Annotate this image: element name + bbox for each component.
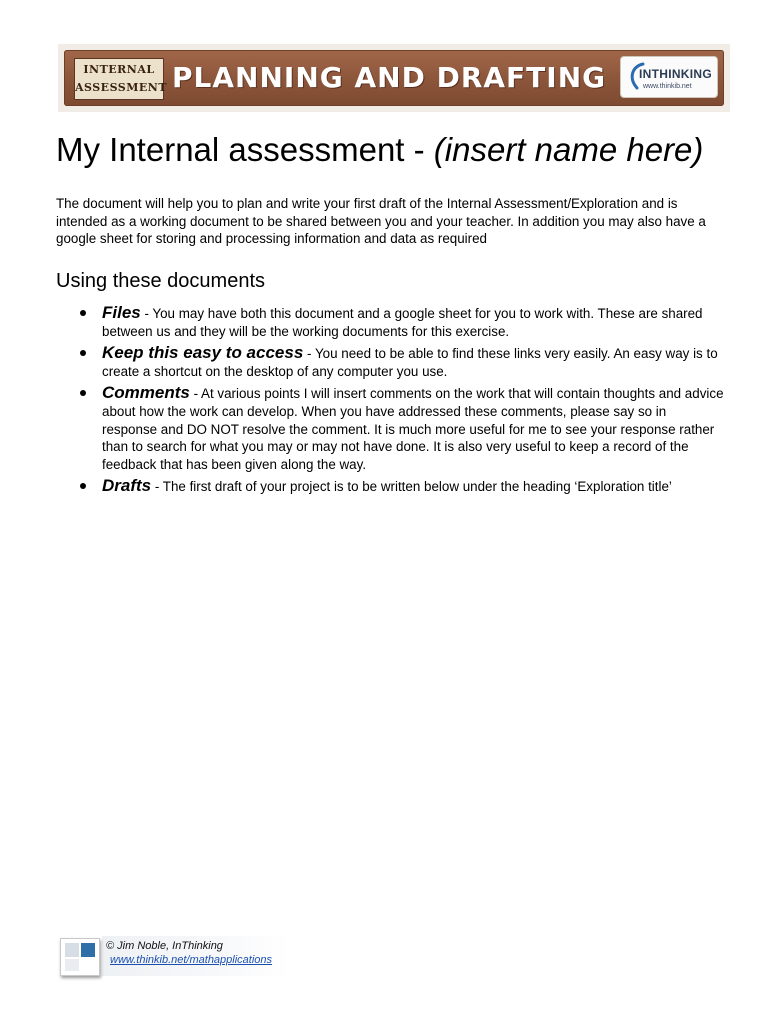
brand-name: INTHINKING [639,67,712,81]
footer [58,936,290,976]
bullet-term: Comments [102,383,190,403]
bullet-text: - You need to be able to find these links very easily. An easy way is to create a shortcut on the desktop of any computer you use. [102,346,718,379]
header-banner [58,44,730,112]
section-heading: Using these documents [56,270,266,292]
list-item [56,384,724,473]
footer-link[interactable]: www.thinkib.net/mathapplications [110,954,273,966]
bullet-term: Files [102,303,141,322]
inthinking-logo [620,56,718,98]
bullet-icon [80,350,86,356]
ia-logo-line1: INTERNAL [83,63,155,76]
page-title [56,128,703,172]
title-name-placeholder: (insert name here) [433,131,704,168]
bullet-term: Keep this easy to access [102,343,304,363]
book-icon [60,938,100,976]
brand-url: www.thinkib.net [643,83,692,90]
bullet-term: Drafts [102,476,152,496]
bullet-text: - The first draft of your project is to be written below under the heading ‘Exploration title’ [151,479,672,495]
intro-paragraph: The document will help you to plan and write your first draft of the Internal Assessment/Exploration and is intended as a working document to be shared between you and your teacher. In addition you may also have a google sheet for storing and processing information and data as required [56,196,706,247]
ia-logo-line2: ASSESSMENT [75,81,168,94]
copyright-text: © Jim Noble, InThinking [106,940,223,952]
bullet-text: - At various points I will insert comments on the work that will contain thoughts and advice about how the work can develop. When you have addressed these comments, please say so in response and DO NOT resolve the comment. It is much more useful for me to see your response rather than to search for what you may or may not have done. It is also very useful to keep a record of the feedback that has been given along the way. [102,386,724,472]
banner-strip [64,50,724,106]
instructions-list [56,304,724,500]
bullet-icon [80,310,86,316]
list-item [56,344,724,380]
list-item [56,304,724,340]
internal-assessment-logo [74,58,168,100]
title-main: My Internal assessment - [56,131,434,168]
banner-title: PLANNING AND DRAFTING [172,61,607,94]
bullet-icon [80,483,86,489]
list-item [56,477,724,496]
bullet-text: - You may have both this document and a google sheet for you to work with. These are shared between us and they will be the working documents for this exercise. [102,306,703,339]
bullet-icon [80,390,86,396]
